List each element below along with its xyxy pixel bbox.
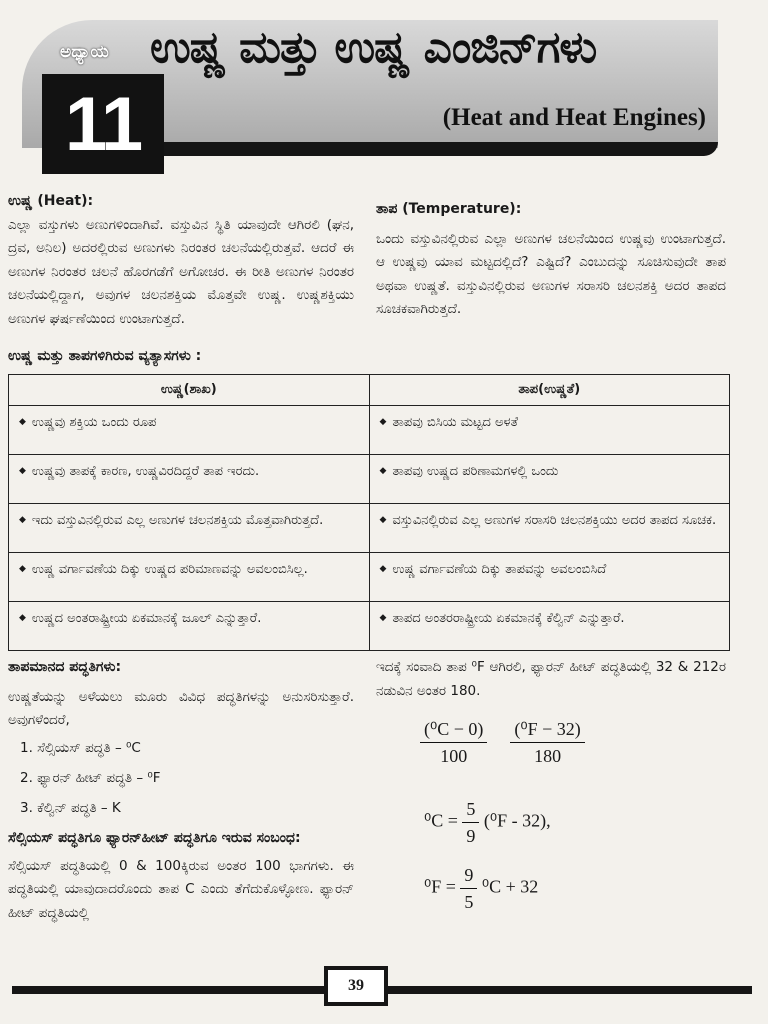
table-cell: ◆ ಉಷ್ಣದ ಅಂತರಾಷ್ಟ್ರೀಯ ಏಕಮಾನಕ್ಕೆ ಜೂಲ್ ಎನ್ನುತ್ತಾರೆ. <box>9 602 370 651</box>
diamond-bullet-icon: ◆ <box>379 417 387 427</box>
scales-heading: ತಾಪಮಾನದ ಪದ್ಧತಿಗಳು: <box>8 659 122 675</box>
table-cell: ◆ ತಾಪದ ಅಂತರರಾಷ್ಟ್ರೀಯ ಏಕಮಾನಕ್ಕೆ ಕೆಲ್ವಿನ್ ಎನ್ನುತ್ತಾರೆ. <box>369 602 730 651</box>
table-cell: ◆ ಉಷ್ಣವು ಶಕ್ತಿಯ ಒಂದು ರೂಪ <box>9 406 370 455</box>
table-cell: ◆ ಉಷ್ಣ ವರ್ಗಾವಣೆಯ ದಿಕ್ಕು ತಾಪವನ್ನು ಅವಲಂಬಿಸಿದೆ <box>369 553 730 602</box>
table-cell: ◆ ಉಷ್ಣ ವರ್ಗಾವಣೆಯ ದಿಕ್ಕು ಉಷ್ಣದ ಪರಿಮಾಣವನ್ನು ಅವಲಂಬಿಸಿಲ್ಲ. <box>9 553 370 602</box>
table-cell: ◆ ತಾಪವು ಉಷ್ಣದ ಪರಿಣಾಮಗಳಲ್ಲಿ ಒಂದು <box>369 455 730 504</box>
differences-heading: ಉಷ್ಣ ಮತ್ತು ತಾಪಗಳಿಗಿರುವ ವ್ಯತ್ಯಾಸಗಳು : <box>8 348 202 364</box>
fraction-fahrenheit: $\frac{\text{(⁰F − 32)}}{180}$ <box>510 716 584 769</box>
list-item: 1. ಸೆಲ್ಸಿಯಸ್ ಪದ್ಧತಿ – ⁰C <box>20 739 141 756</box>
table-cell: ◆ ವಸ್ತುವಿನಲ್ಲಿರುವ ಎಲ್ಲ ಅಣುಗಳ ಸರಾಸರಿ ಚಲನಶಕ್ತಿಯು ಅದರ ತಾಪದ ಸೂಚಕ. <box>369 504 730 553</box>
differences-table <box>8 374 730 651</box>
relation-heading: ಸೆಲ್ಸಿಯಸ್ ಪದ್ಧತಿಗೂ ಫ್ಯಾರನ್‌ಹೀಟ್ ಪದ್ಧತಿಗೂ ಇರುವ ಸಂಬಂಧ: <box>8 829 301 846</box>
chapter-number: 11 <box>64 81 142 167</box>
table-row <box>9 602 730 651</box>
heat-paragraph: ಎಲ್ಲಾ ವಸ್ತುಗಳು ಅಣುಗಳಿಂದಾಗಿವೆ. ವಸ್ತುವಿನ ಸ್ಥಿತಿ ಯಾವುದೇ ಆಗಿರಲಿ (ಘನ, ದ್ರವ, ಅನಿಲ) ಅದರಲ್ಲಿರುವ ಅಣುಗಳು ನಿರಂತರ ಚಲನೆಯಲ್ಲಿರುತ್ತವೆ. ಆದರೆ ಈ ಅಣುಗಳ ನಿರಂತರ ಚಲನೆ ಹೊರಗಡೆಗೆ ಅಗೋಚರ. ಈ ರೀತಿ ಅಣುಗಳ ನಿರಂತರ ಚಲನೆಯಲ್ಲಿದ್ದಾಗ, ಅವುಗಳ ಚಲನಶಕ್ತಿಯ ಮೊತ್ತವೇ ಉಷ್ಣ. ಉಷ್ಣಶಕ್ತಿಯು ಅಣುಗಳ ಘರ್ಷಣೆಯಿಂದ ಉಂಟಾಗುತ್ತದೆ. <box>8 216 354 327</box>
heat-heading: ಉಷ್ಣ (Heat): <box>8 193 94 209</box>
conversion-paragraph: ಇದಕ್ಕೆ ಸಂವಾದಿ ತಾಪ ⁰F ಆಗಿರಲಿ, ಫ್ಯಾರನ್ ಹೀಟ್ ಪದ್ಧತಿಯಲ್ಲಿ 32 & 212ರ ನಡುವಿನ ಅಂತರ 180. <box>376 659 726 699</box>
diamond-bullet-icon: ◆ <box>379 613 387 623</box>
relation-paragraph: ಸೆಲ್ಸಿಯಸ್ ಪದ್ಧತಿಯಲ್ಲಿ 0 & 100ಕ್ಕಿರುವ ಅಂತರ 100 ಭಾಗಗಳು. ಈ ಪದ್ಧತಿಯಲ್ಲಿ ಯಾವುದಾದರೊಂದು ತಾಪ C ಎಂದು ತೆಗೆದುಕೊಳ್ಳೋಣ. ಫ್ಯಾರನ್ ಹೀಟ್ ಪದ್ಧತಿಯಲ್ಲಿ <box>8 857 354 921</box>
table-row <box>9 553 730 602</box>
chapter-title-kannada: ಉಷ್ಣ ಮತ್ತು ಉಷ್ಣ ಎಂಜಿನ್‌ಗಳು <box>150 22 597 73</box>
table-header-row <box>9 375 730 406</box>
fraction-celsius: $\frac{\text{(⁰C − 0)}}{100}$ <box>420 716 487 769</box>
chapter-title-english: (Heat and Heat Engines) <box>442 104 706 131</box>
chapter-label: ಅಧ್ಯಾಯ <box>60 42 109 62</box>
chapter-number-box <box>42 74 164 174</box>
page-number: 39 <box>324 966 388 1006</box>
table-row <box>9 504 730 553</box>
temperature-section <box>376 198 726 322</box>
diamond-bullet-icon: ◆ <box>19 466 26 476</box>
temperature-heading: ತಾಪ (Temperature): <box>376 201 522 217</box>
fahrenheit-formula: ⁰F = $\frac{9}{5}$ ⁰C + 32 <box>424 862 538 915</box>
ratio-formula <box>420 716 585 769</box>
celsius-formula: ⁰C = $\frac{5}{9}$ (⁰F - 32), <box>424 796 551 849</box>
list-item: 3. ಕೆಲ್ವಿನ್ ಪದ್ಧತಿ – K <box>20 799 121 816</box>
chapter-header-shadow <box>160 142 718 156</box>
column-header-heat: ಉಷ್ಣ(ಶಾಖ) <box>9 375 370 406</box>
table-row <box>9 406 730 455</box>
diamond-bullet-icon: ◆ <box>379 564 387 574</box>
list-item: 2. ಫ್ಯಾರನ್ ಹೀಟ್ ಪದ್ಧತಿ – ⁰F <box>20 769 161 786</box>
table-row <box>9 455 730 504</box>
diamond-bullet-icon: ◆ <box>379 466 387 476</box>
table-cell: ◆ ತಾಪವು ಬಿಸಿಯ ಮಟ್ಟದ ಅಳತೆ <box>369 406 730 455</box>
diamond-bullet-icon: ◆ <box>19 417 26 427</box>
diamond-bullet-icon: ◆ <box>19 515 26 525</box>
scales-intro: ಉಷ್ಣತೆಯನ್ನು ಅಳೆಯಲು ಮೂರು ವಿವಿಧ ಪದ್ಧತಿಗಳನ್ನು ಅನುಸರಿಸುತ್ತಾರೆ. ಅವುಗಳೆಂದರೆ, <box>8 688 354 728</box>
heat-section <box>8 190 354 331</box>
diamond-bullet-icon: ◆ <box>19 613 26 623</box>
diamond-bullet-icon: ◆ <box>379 515 387 525</box>
temperature-paragraph: ಒಂದು ವಸ್ತುವಿನಲ್ಲಿರುವ ಎಲ್ಲಾ ಅಣುಗಳ ಚಲನೆಯಿಂದ ಉಷ್ಣವು ಉಂಟಾಗುತ್ತದೆ. ಆ ಉಷ್ಣವು ಯಾವ ಮಟ್ಟದಲ್ಲಿದೆ? ಎಷ್ಟಿದೆ? ಎಂಬುದನ್ನು ಸೂಚಿಸುವುದೇ ತಾಪ ಅಥವಾ ಉಷ್ಣತೆ. ವಸ್ತುವಿನಲ್ಲಿರುವ ಅಣುಗಳ ಸರಾಸರಿ ಚಲನಶಕ್ತಿ ಅದರ ತಾಪದ ಸೂಚಕವಾಗಿರುತ್ತದೆ. <box>376 230 726 317</box>
temperature-scales-section <box>8 656 354 925</box>
table-cell: ◆ ಇದು ವಸ್ತುವಿನಲ್ಲಿರುವ ಎಲ್ಲ ಅಣುಗಳ ಚಲನಶಕ್ತಿಯ ಮೊತ್ತವಾಗಿರುತ್ತದೆ. <box>9 504 370 553</box>
diamond-bullet-icon: ◆ <box>19 564 26 574</box>
table-cell: ◆ ಉಷ್ಣವು ತಾಪಕ್ಕೆ ಕಾರಣ, ಉಷ್ಣವಿರದಿದ್ದರೆ ತಾಪ ಇರದು. <box>9 455 370 504</box>
column-header-temperature: ತಾಪ(ಉಷ್ಣತೆ) <box>369 375 730 406</box>
